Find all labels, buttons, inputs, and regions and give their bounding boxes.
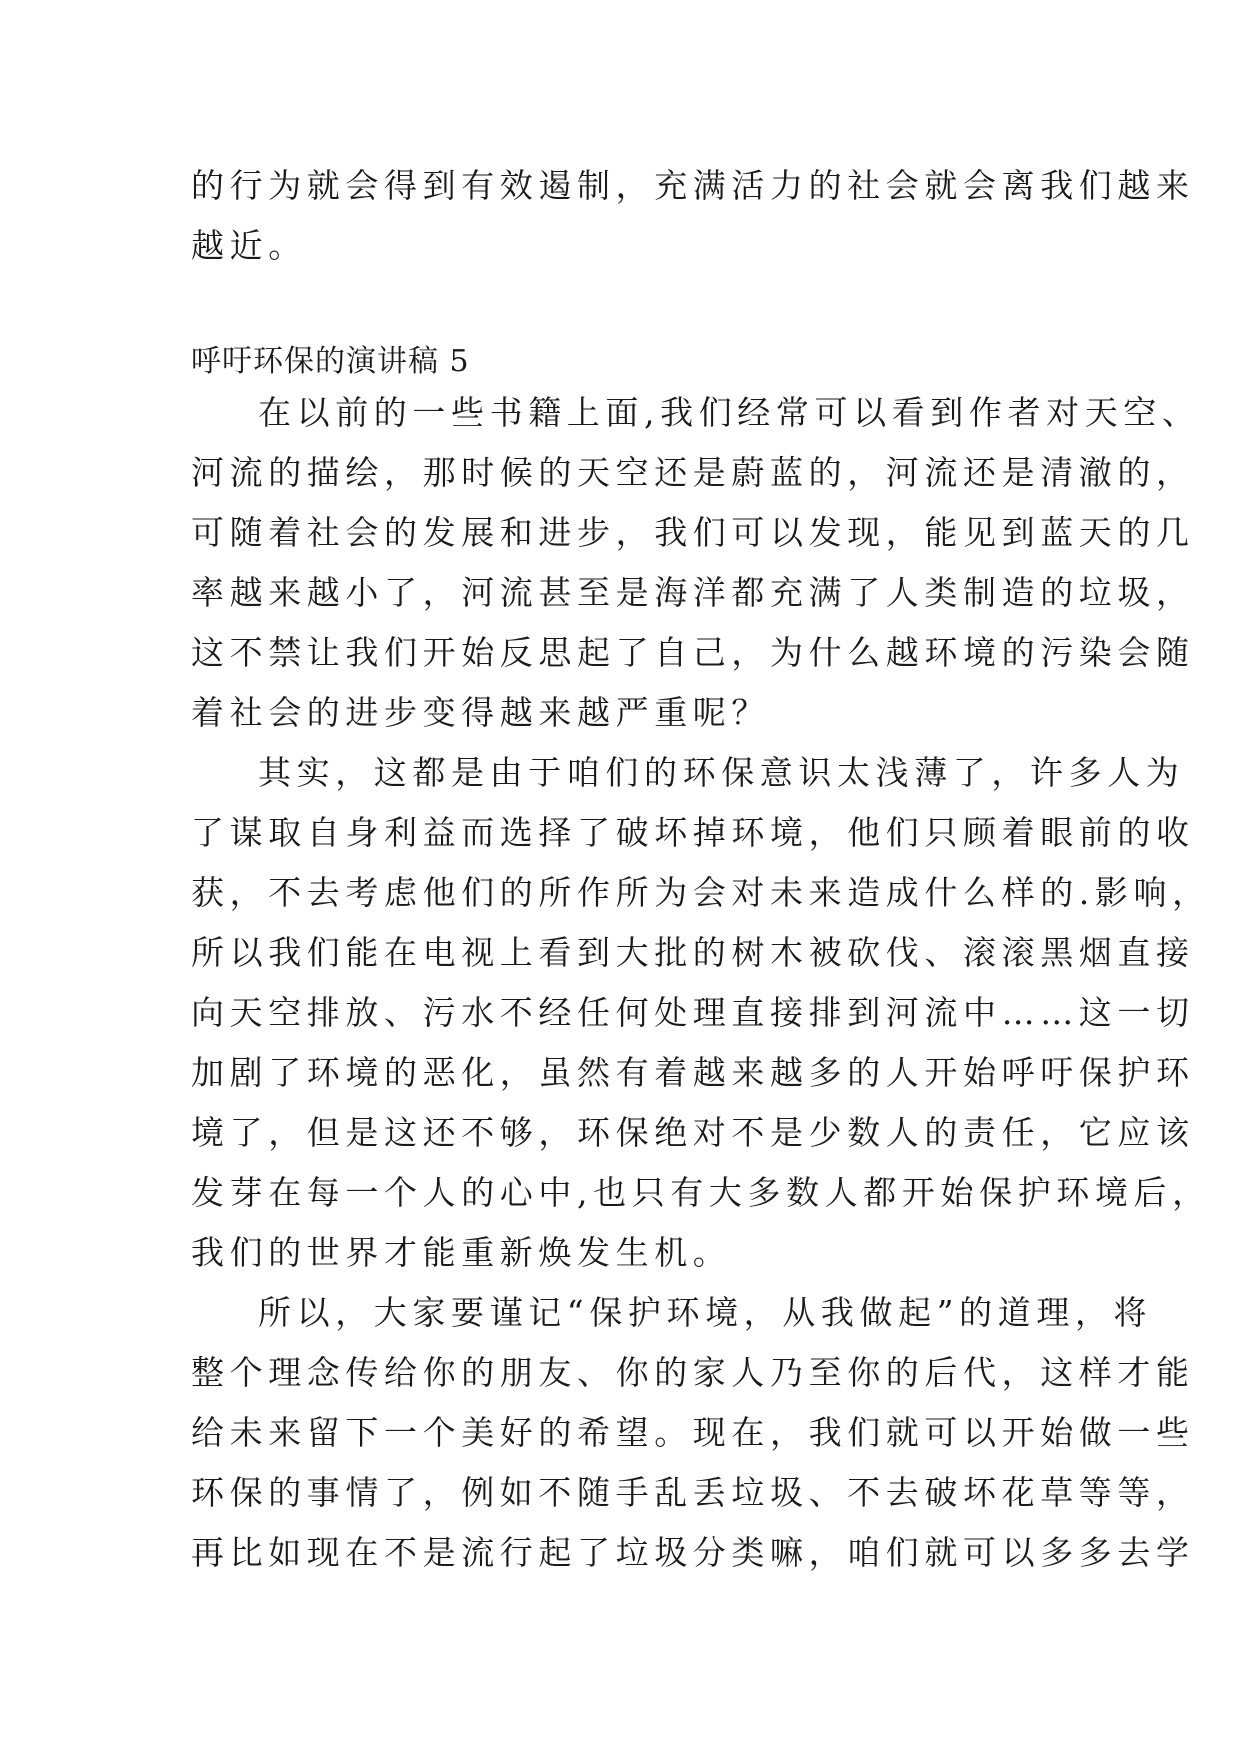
intro-line-1: 的行为就会得到有效遏制，充满活力的社会就会离我们越来 — [191, 166, 1195, 205]
paragraph-1-line-5: 这不禁让我们开始反思起了自己，为什么越环境的污染会随 — [191, 633, 1195, 672]
section-title: 呼吁环保的演讲稿 5 — [191, 344, 470, 379]
paragraph-2-line-7: 境了，但是这还不够，环保绝对不是少数人的责任，它应该 — [191, 1113, 1195, 1152]
paragraph-2-line-3: 获，不去考虑他们的所作所为会对未来造成什么样的.影响， — [191, 873, 1211, 912]
paragraph-1-line-6: 着社会的进步变得越来越严重呢？ — [191, 693, 770, 732]
paragraph-3-line-2: 整个理念传给你的朋友、你的家人乃至你的后代，这样才能 — [191, 1353, 1195, 1392]
paragraph-3-line-5: 再比如现在不是流行起了垃圾分类嘛，咱们就可以多多去学 — [191, 1533, 1195, 1572]
paragraph-3-line-3: 给未来留下一个美好的希望。现在，我们就可以开始做一些 — [191, 1413, 1195, 1452]
paragraph-2-line-2: 了谋取自身利益而选择了破坏掉环境，他们只顾着眼前的收 — [191, 813, 1195, 852]
paragraph-2-line-5: 向天空排放、污水不经任何处理直接排到河流中……这一切 — [191, 993, 1195, 1032]
paragraph-3-line-1: 所以，大家要谨记“保护环境，从我做起”的道理，将 — [258, 1293, 1153, 1332]
paragraph-2-line-6: 加剧了环境的恶化，虽然有着越来越多的人开始呼吁保护环 — [191, 1053, 1195, 1092]
paragraph-1-line-3: 可随着社会的发展和进步，我们可以发现，能见到蓝天的几 — [191, 513, 1195, 552]
paragraph-2-line-1: 其实，这都是由于咱们的环保意识太浅薄了，许多人为 — [258, 753, 1185, 792]
paragraph-1-line-1: 在以前的一些书籍上面,我们经常可以看到作者对天空、 — [258, 393, 1201, 432]
paragraph-3-line-4: 环保的事情了，例如不随手乱丢垃圾、不去破坏花草等等， — [191, 1473, 1195, 1512]
paragraph-2-line-9: 我们的世界才能重新焕发生机。 — [191, 1233, 732, 1272]
paragraph-2-line-4: 所以我们能在电视上看到大批的树木被砍伐、滚滚黑烟直接 — [191, 933, 1195, 972]
paragraph-2-line-8: 发芽在每一个人的心中,也只有大多数人都开始保护环境后， — [191, 1173, 1211, 1212]
intro-line-2: 越近。 — [191, 226, 307, 265]
paragraph-1-line-4: 率越来越小了，河流甚至是海洋都充满了人类制造的垃圾， — [191, 573, 1195, 612]
paragraph-1-line-2: 河流的描绘，那时候的天空还是蔚蓝的，河流还是清澈的， — [191, 453, 1195, 492]
